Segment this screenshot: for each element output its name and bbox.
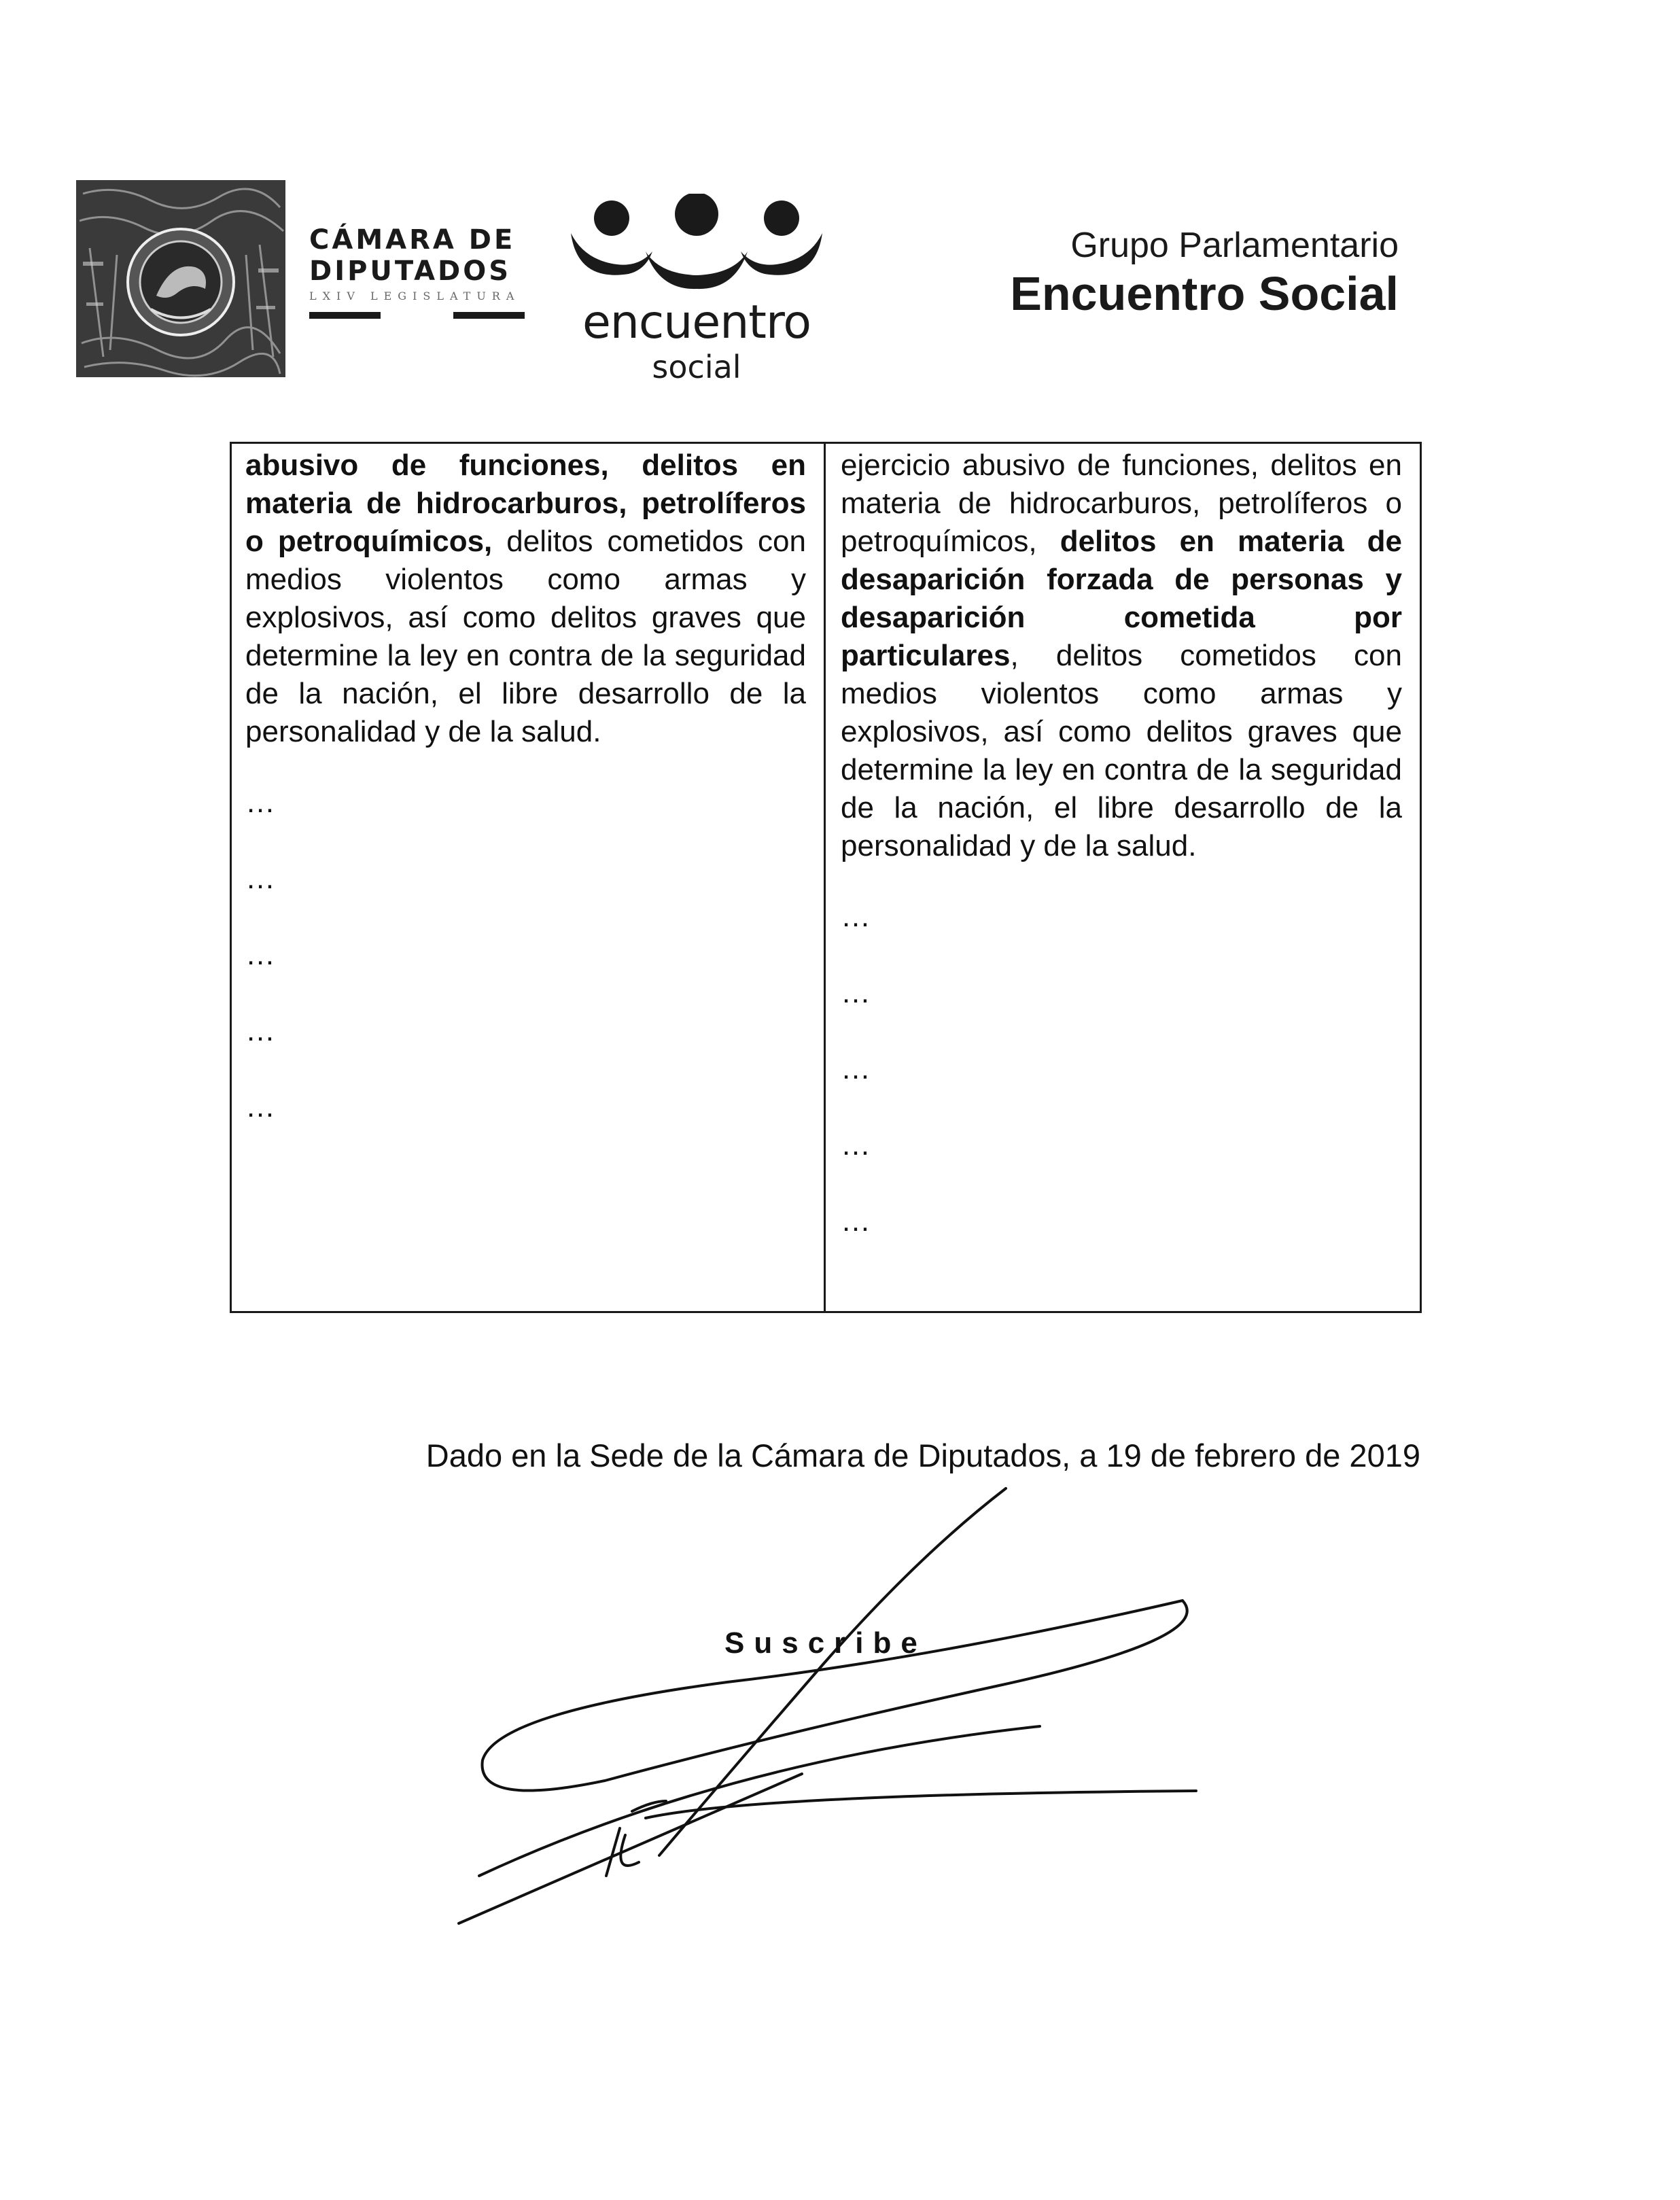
right-ellipsis-5: … <box>841 1204 871 1238</box>
seal-graphic <box>76 180 285 377</box>
comparison-table <box>230 442 1422 1313</box>
left-ellipsis-1: … <box>245 786 275 819</box>
left-column-text <box>245 447 806 751</box>
right-ellipsis-3: … <box>841 1052 871 1085</box>
camara-logo-bars <box>309 312 527 320</box>
group-heading <box>1010 224 1399 321</box>
right-text-bold: delitos en materia de desaparición forzada de personas y desaparición cometida por particulares <box>841 525 1403 672</box>
left-ellipsis-4: … <box>245 1014 275 1047</box>
camara-legislatura: LXIV LEGISLATURA <box>309 290 521 302</box>
handwritten-signature <box>442 1441 1223 1964</box>
right-column-text <box>841 447 1402 865</box>
left-ellipsis-3: … <box>245 938 275 971</box>
left-ellipsis-5: … <box>245 1090 275 1123</box>
right-text-regular-1: ejercicio abusivo de funciones, delitos en materia de hidrocarburos, petrolíferos o petroquímicos, <box>841 449 1402 558</box>
group-line-1: Grupo Parlamentario <box>1070 226 1399 265</box>
right-ellipsis-1: … <box>841 900 871 933</box>
logo-bar-right <box>453 312 525 319</box>
table-column-left <box>232 444 826 1311</box>
date-place-line: Dado en la Sede de la Cámara de Diputados, a 19 de febrero de 2019 <box>425 1437 1420 1473</box>
camara-line-1: CÁMARA DE <box>309 224 516 256</box>
encuentro-social-people-icon <box>564 194 829 296</box>
right-ellipsis-2: … <box>841 976 871 1009</box>
right-text-regular-2: , delitos cometidos con medios violentos como armas y explosivos, así como delitos graves que determine la ley en contra de la seguridad de la nación, el libre desarrollo de la personalidad y de la salud. <box>841 639 1402 862</box>
left-ellipsis-2: … <box>245 862 275 895</box>
encuentro-social-logo <box>564 194 829 391</box>
right-ellipsis-4: … <box>841 1128 871 1162</box>
camara-seal-logo <box>76 180 285 377</box>
logo-word-social: social <box>652 349 741 385</box>
left-text-bold: abusivo de funciones, delitos en materia de hidrocarburos, petrolíferos o petroquímicos, <box>245 449 806 558</box>
logo-bar-left <box>309 312 381 319</box>
group-line-2: Encuentro Social <box>1010 267 1399 320</box>
logo-word-encuentro: encuentro <box>582 296 811 349</box>
left-text-regular: delitos cometidos con medios violentos como armas y explosivos, así como delitos graves que determine la ley en contra de la seguridad de la nación, el libre desarrollo de la personalidad y de la salud. <box>245 525 806 748</box>
camara-de-diputados-logo <box>309 224 527 320</box>
suscribe-label: Suscribe <box>724 1626 927 1660</box>
camara-line-2: DIPUTADOS <box>309 256 512 287</box>
table-column-right <box>826 444 1420 1311</box>
